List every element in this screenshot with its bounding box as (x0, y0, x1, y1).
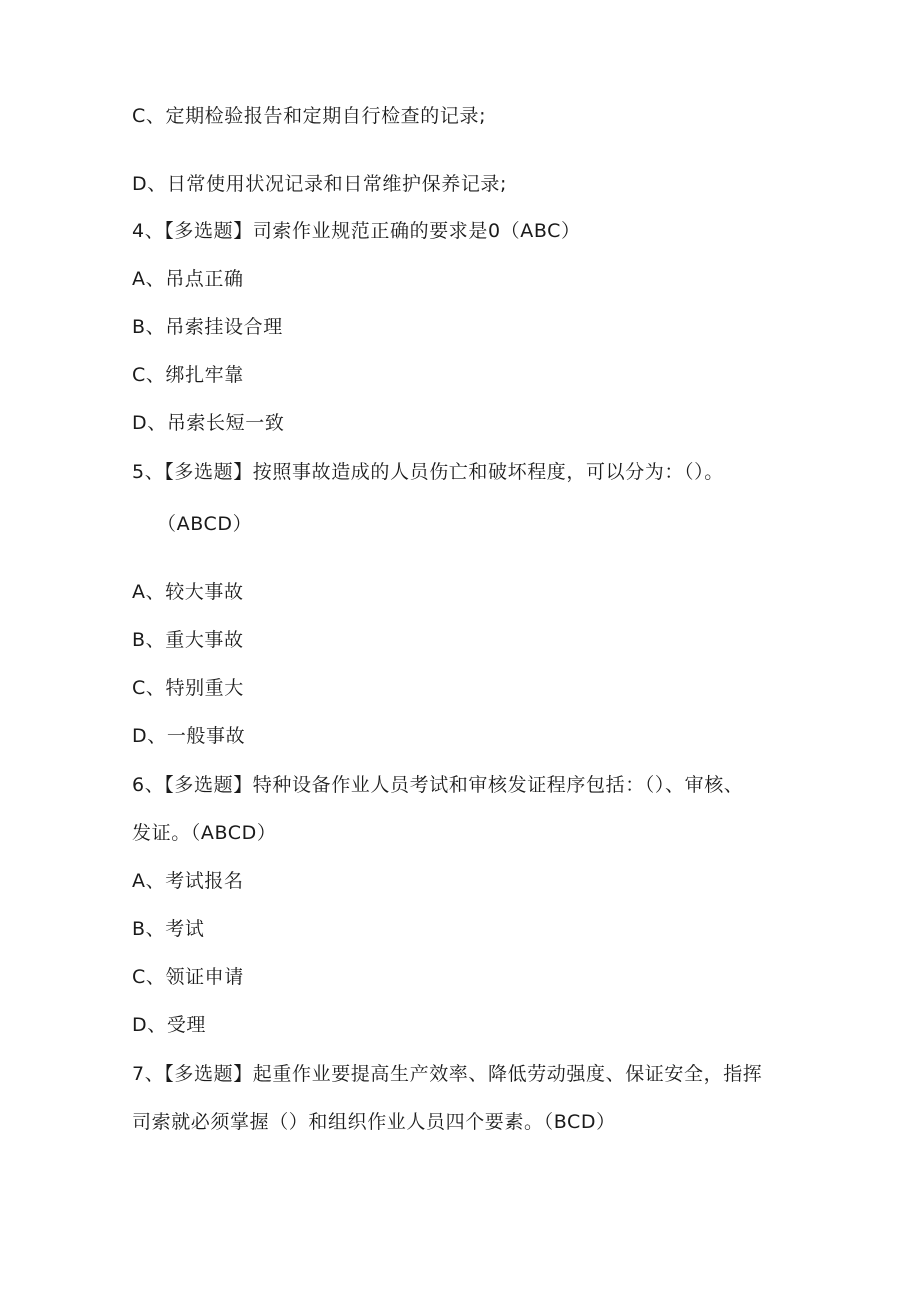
q4-option-b: B、吊索挂设合理 (132, 316, 283, 338)
q6-question-cont: 发证。（ABCD） (132, 822, 277, 844)
q6-option-b: B、考试 (132, 918, 205, 940)
q5-answer: （ABCD） (157, 513, 253, 535)
q3-option-c: C、定期检验报告和定期自行检查的记录; (132, 105, 487, 127)
q4-option-c: C、绑扎牢靠 (132, 364, 244, 386)
q4-option-a: A、吊点正确 (132, 268, 244, 290)
q5-option-b: B、重大事故 (132, 629, 244, 651)
q4-option-d: D、吊索长短一致 (132, 412, 285, 434)
q6-option-d: D、受理 (132, 1014, 207, 1036)
q6-option-a: A、考试报名 (132, 870, 244, 892)
q5-question: 5、【多选题】按照事故造成的人员伤亡和破坏程度，可以分为：（）。 (132, 461, 724, 483)
q5-option-a: A、较大事故 (132, 581, 244, 603)
q4-question: 4、【多选题】司索作业规范正确的要求是0（ABC） (132, 220, 581, 242)
q5-option-d: D、一般事故 (132, 725, 246, 747)
q3-option-d: D、日常使用状况记录和日常维护保养记录; (132, 173, 508, 195)
q5-option-c: C、特别重大 (132, 677, 244, 699)
q6-question: 6、【多选题】特种设备作业人员考试和审核发证程序包括：（）、审核、 (132, 774, 744, 796)
q7-question: 7、【多选题】起重作业要提高生产效率、降低劳动强度、保证安全，指挥 (132, 1063, 763, 1085)
q6-option-c: C、领证申请 (132, 966, 244, 988)
q7-question-cont: 司索就必须掌握（）和组织作业人员四个要素。（BCD） (132, 1111, 616, 1133)
